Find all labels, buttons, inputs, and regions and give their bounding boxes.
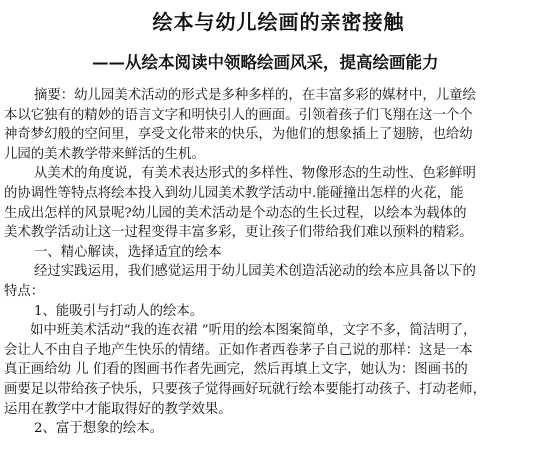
paragraph-line: 从美术的角度说，有美术表达形式的多样性、物像形态的生动性、色彩鲜明 (34, 166, 476, 182)
paragraph-line: 美术教学活动让这一过程变得丰富多彩，更让孩子们带给我们难以预料的精彩。 (4, 225, 473, 241)
subsection-heading: 1、能吸引与打动人的绘本。 (34, 303, 204, 319)
paragraph-line: 会让人不由自子地产生快乐的情绪。正如作者西卷茅子自己说的那样：这是一本 (4, 342, 473, 358)
paragraph-line: 生成出怎样的风景呢?幼儿园的美术活动是个动态的生长过程，以绘本为载体的 (4, 205, 467, 221)
paragraph-line: 真正画给幼 儿 们看的图画书作者先画完，然后再填上文字，她认为：图画书的 (4, 362, 468, 378)
paragraph-line: 特点： (4, 283, 45, 299)
document-title: 绘本与幼儿绘画的亲密接触 (152, 10, 405, 34)
paragraph-line: 神奇梦幻般的空间里，享受文化带来的快乐，为他们的想象插上了翅膀，也给幼 (4, 127, 473, 143)
paragraph-line: 本以它独有的精妙的语言文字和明快引人的画面。引领着孩子们飞翔在这一个个 (4, 107, 473, 123)
paragraph-line: 经过实践运用，我们感觉运用于幼儿园美术创造活泌动的绘本应具备以下的 (34, 264, 476, 280)
paragraph-line: 的协调性等特点将绘本投入到幼儿园美术教学活动中.能碰撞出怎样的火花，能 (4, 185, 464, 201)
document-subtitle: ——从绘本阅读中领略绘画风采，提高绘画能力 (92, 53, 439, 72)
paragraph-line: 画要足以带给孩子快乐，只要孩子觉得画好玩就行绘本要能打动孩子、打动老师， (4, 381, 487, 397)
paragraph-line: 摘要：幼儿园美术活动的形式是多种多样的，在丰富多彩的媒材中，儿童绘 (34, 88, 476, 103)
paragraph-line: 儿园的美术教学带来鲜活的生机。 (4, 146, 205, 162)
subsection-heading: 2、富于想象的绘本。 (34, 421, 164, 437)
section-heading: 一、精心解读，选择适宜的绘本 (34, 244, 222, 260)
paragraph-line: 运用在教学中才能取得好的教学效果。 (4, 401, 232, 417)
document-body (4, 86, 555, 439)
paragraph-line: 如中班美术活动“我的连衣裙 ”听用的绘本图案简单，文字不多，简洁明了， (30, 323, 477, 339)
